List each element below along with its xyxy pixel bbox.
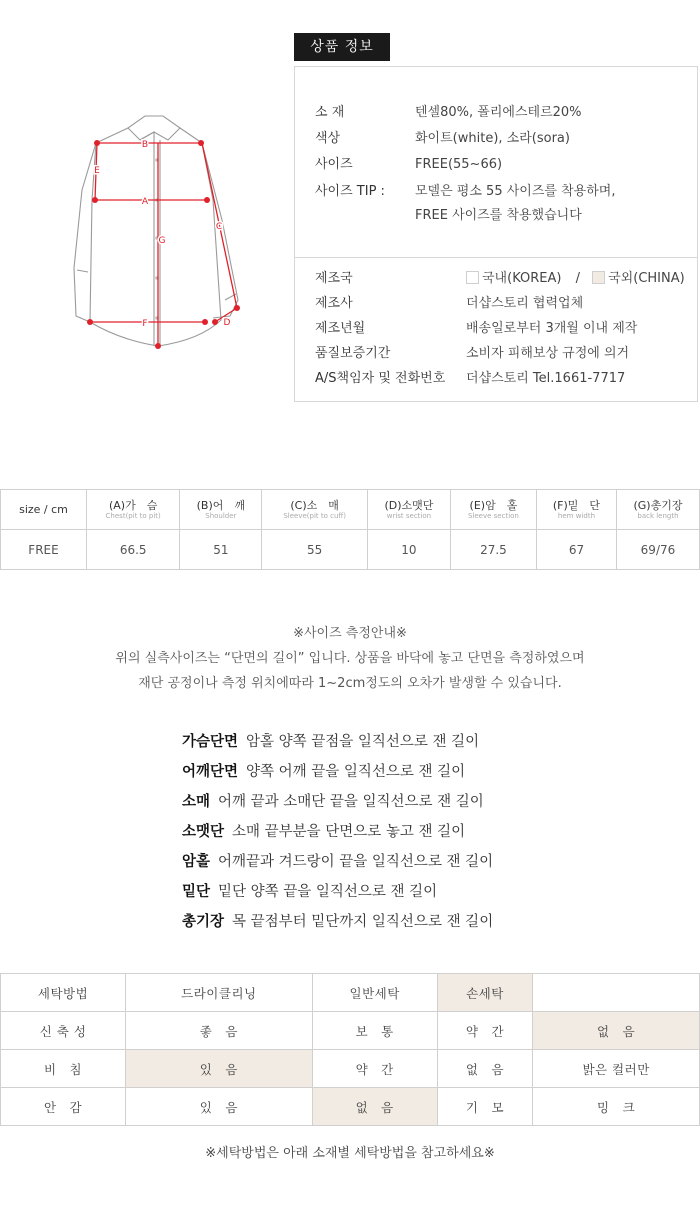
measure-definitions <box>182 730 493 940</box>
size-value: 69/76 <box>616 530 699 570</box>
info-value: 화이트(white), 소라(sora) <box>415 131 570 146</box>
info-value: 더샵스토리 Tel.1661-7717 <box>466 371 626 386</box>
care-cell-selected: 있 음 <box>126 1050 312 1088</box>
info-label: 소 재 <box>315 105 345 120</box>
origin-domestic: 국내(KOREA) <box>482 271 562 286</box>
info-label: 사이즈 <box>315 157 353 172</box>
product-info-tag: 상품 정보 <box>294 33 390 61</box>
size-header-cell: (G)총기장 back length <box>616 490 699 530</box>
label-d: D <box>223 318 231 328</box>
info-label: 제조사 <box>315 296 353 311</box>
label-f: F <box>142 319 148 329</box>
care-cell: 드라이클리닝 <box>126 974 312 1012</box>
label-b: B <box>141 140 149 150</box>
size-header-cell: (A)가 슴 Chest(pit to pit) <box>87 490 180 530</box>
domestic-swatch <box>466 271 479 284</box>
shirt-outline <box>74 116 238 346</box>
notice-title: ※사이즈 측정안내※ <box>293 626 407 641</box>
care-cell: 일반세탁 <box>312 974 437 1012</box>
care-row-stretch <box>1 1012 700 1050</box>
definition-item: 밑단 밑단 양쪽 끝을 일직선으로 잰 길이 <box>182 884 438 900</box>
notice-line-2: 재단 공정이나 측정 위치에따라 1~2cm정도의 오차가 발생할 수 있습니다. <box>138 676 562 691</box>
care-cell <box>533 974 700 1012</box>
size-data-row <box>1 530 700 570</box>
care-cell: 좋 음 <box>126 1012 312 1050</box>
info-label: 색상 <box>315 131 341 146</box>
care-cell: 약 간 <box>312 1050 437 1088</box>
shirt-diagram <box>60 110 260 360</box>
info-value: FREE(55~66) <box>415 157 503 172</box>
size-value: 10 <box>367 530 450 570</box>
label-e: E <box>94 166 100 176</box>
care-cell: 밍 크 <box>533 1088 700 1126</box>
definition-item: 암홀 어깨끝과 겨드랑이 끝을 일직선으로 잰 길이 <box>182 854 494 870</box>
care-cell: 밝은 컬러만 <box>533 1050 700 1088</box>
origin-sep: / <box>575 271 580 286</box>
care-row-wash <box>1 974 700 1012</box>
care-cell: 기 모 <box>437 1088 533 1126</box>
size-value: 27.5 <box>450 530 536 570</box>
size-value: 67 <box>537 530 617 570</box>
info-label: 제조국 <box>315 271 353 286</box>
care-cell: 약 간 <box>437 1012 533 1050</box>
info-label: 품질보증기간 <box>315 346 391 361</box>
definition-item: 소매 어깨 끝과 소매단 끝을 일직선으로 잰 길이 <box>182 794 484 810</box>
size-value: 51 <box>180 530 262 570</box>
care-cell: 세탁방법 <box>1 974 126 1012</box>
size-value: 66.5 <box>87 530 180 570</box>
info-label: A/S책임자 및 전화번호 <box>315 371 446 386</box>
info-value: 모델은 평소 55 사이즈를 착용하며, <box>415 184 616 199</box>
definition-item: 총기장 목 끝점부터 밑단까지 일직선으로 잰 길이 <box>182 914 494 930</box>
size-table <box>0 489 700 570</box>
size-header-cell: (E)암 홀 Sleeve section <box>450 490 536 530</box>
measure-labels <box>94 140 230 329</box>
definition-item: 어깨단면 양쪽 어깨 끝을 일직선으로 잰 길이 <box>182 764 466 780</box>
product-info-divider <box>294 257 698 258</box>
size-header-cell: (D)소맷단 wrist section <box>367 490 450 530</box>
size-header-cell: (F)밑 단 hem width <box>537 490 617 530</box>
care-cell: 안 감 <box>1 1088 126 1126</box>
size-header-row <box>1 490 700 530</box>
care-row-sheer <box>1 1050 700 1088</box>
care-cell-selected: 손세탁 <box>437 974 533 1012</box>
care-footer-note: ※세탁방법은 아래 소재별 세탁방법을 참고하세요※ <box>205 1146 495 1161</box>
label-c: C <box>215 222 223 232</box>
care-cell: 비 침 <box>1 1050 126 1088</box>
foreign-swatch <box>592 271 605 284</box>
care-cell: 신 축 성 <box>1 1012 126 1050</box>
care-cell-selected: 없 음 <box>533 1012 700 1050</box>
info-value: 텐셀80%, 폴리에스테르20% <box>415 105 582 120</box>
info-value: 더샵스토리 협력업체 <box>466 296 584 311</box>
care-table <box>0 973 700 1126</box>
care-cell-selected: 없 음 <box>312 1088 437 1126</box>
label-a: A <box>141 197 149 207</box>
origin-options <box>466 270 685 288</box>
info-label: 제조년월 <box>315 321 366 336</box>
info-value: FREE 사이즈를 착용했습니다 <box>415 208 582 223</box>
care-cell: 있 음 <box>126 1088 312 1126</box>
info-value: 소비자 피해보상 규정에 의거 <box>466 346 630 361</box>
definition-item: 가슴단면 암홀 양쪽 끝점을 일직선으로 잰 길이 <box>182 734 480 750</box>
origin-foreign: 국외(CHINA) <box>608 271 685 286</box>
size-row-label: FREE <box>1 530 87 570</box>
notice-line-1: 위의 실측사이즈는 “단면의 길이” 입니다. 상품을 바닥에 놓고 단면을 측정하였으며 <box>115 651 585 666</box>
label-g: G <box>158 236 166 246</box>
info-label: 사이즈 TIP : <box>315 184 385 199</box>
care-row-lining <box>1 1088 700 1126</box>
size-header-first: size / cm <box>1 490 87 530</box>
size-header-cell: (C)소 매 Sleeve(pit to cuff) <box>262 490 368 530</box>
info-value: 배송일로부터 3개월 이내 제작 <box>466 321 638 336</box>
size-header-cell: (B)어 깨 Shoulder <box>180 490 262 530</box>
care-cell: 없 음 <box>437 1050 533 1088</box>
care-cell: 보 통 <box>312 1012 437 1050</box>
definition-item: 소맷단 소매 끝부분을 단면으로 놓고 잰 길이 <box>182 824 466 840</box>
size-value: 55 <box>262 530 368 570</box>
